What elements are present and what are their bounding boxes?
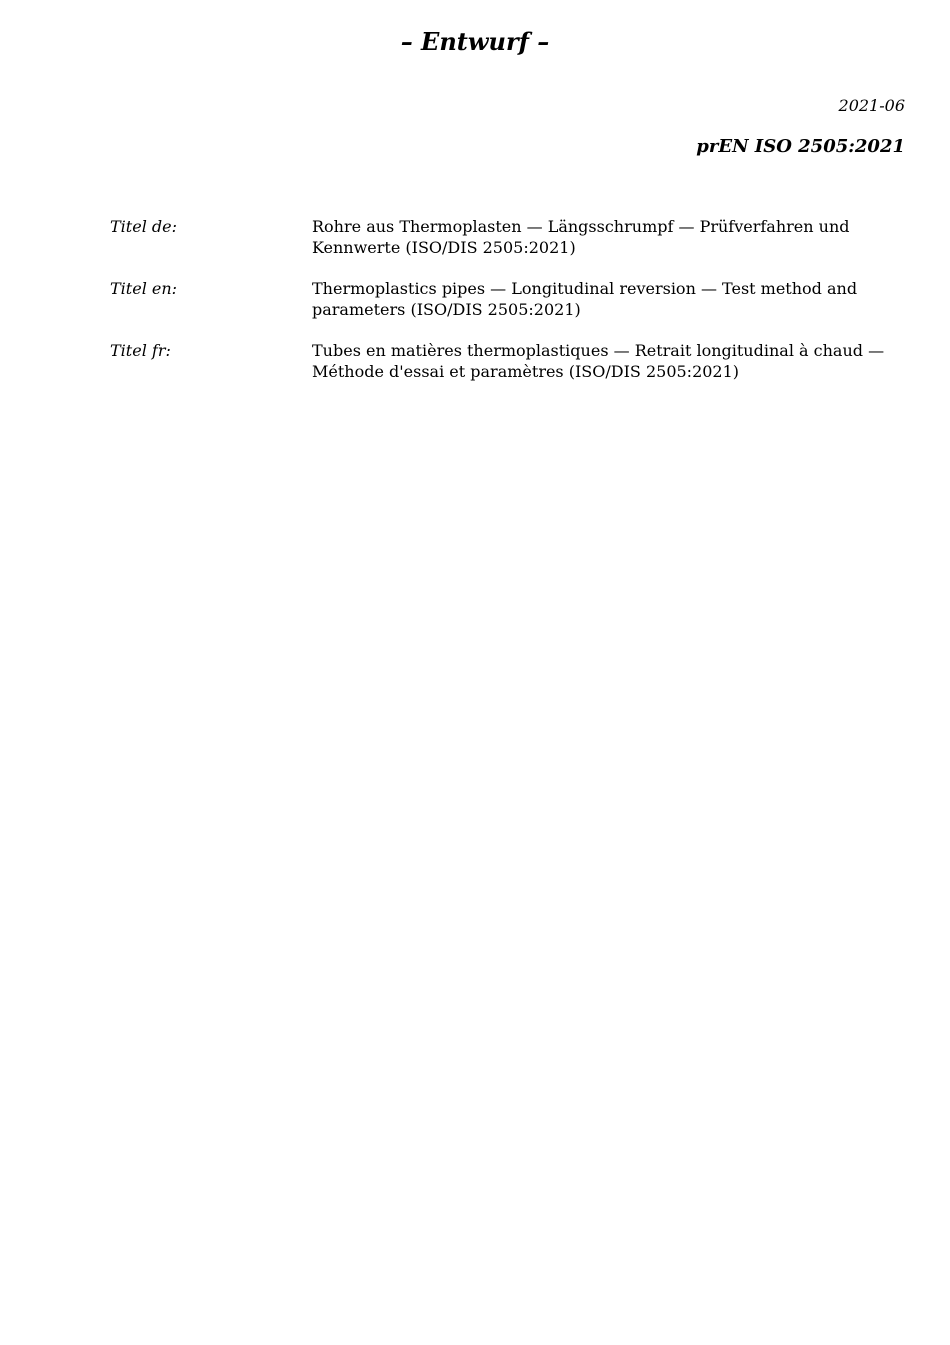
draft-title: – Entwurf – — [400, 27, 550, 56]
title-row-de — [110, 216, 900, 258]
title-text-fr: Tubes en matières thermoplastiques — Retrait longitudinal à chaud — Méthode d'essai et paramètres (ISO/DIS 2505:2021) — [312, 341, 885, 381]
title-label-de: Titel de: — [110, 217, 177, 236]
title-text-en: Thermoplastics pipes — Longitudinal reversion — Test method and parameters (ISO/DIS 2505:2021) — [312, 279, 858, 319]
title-row-en — [110, 278, 900, 320]
title-text-de: Rohre aus Thermoplasten — Längsschrumpf — Prüfverfahren und Kennwerte (ISO/DIS 2505:2021) — [312, 217, 850, 257]
title-row-fr — [110, 340, 900, 382]
title-label-en: Titel en: — [110, 279, 178, 298]
document-date: 2021-06 — [838, 96, 905, 115]
document-number: prEN ISO 2505:2021 — [696, 136, 905, 157]
title-list — [110, 216, 900, 402]
title-label-fr: Titel fr: — [110, 341, 171, 360]
